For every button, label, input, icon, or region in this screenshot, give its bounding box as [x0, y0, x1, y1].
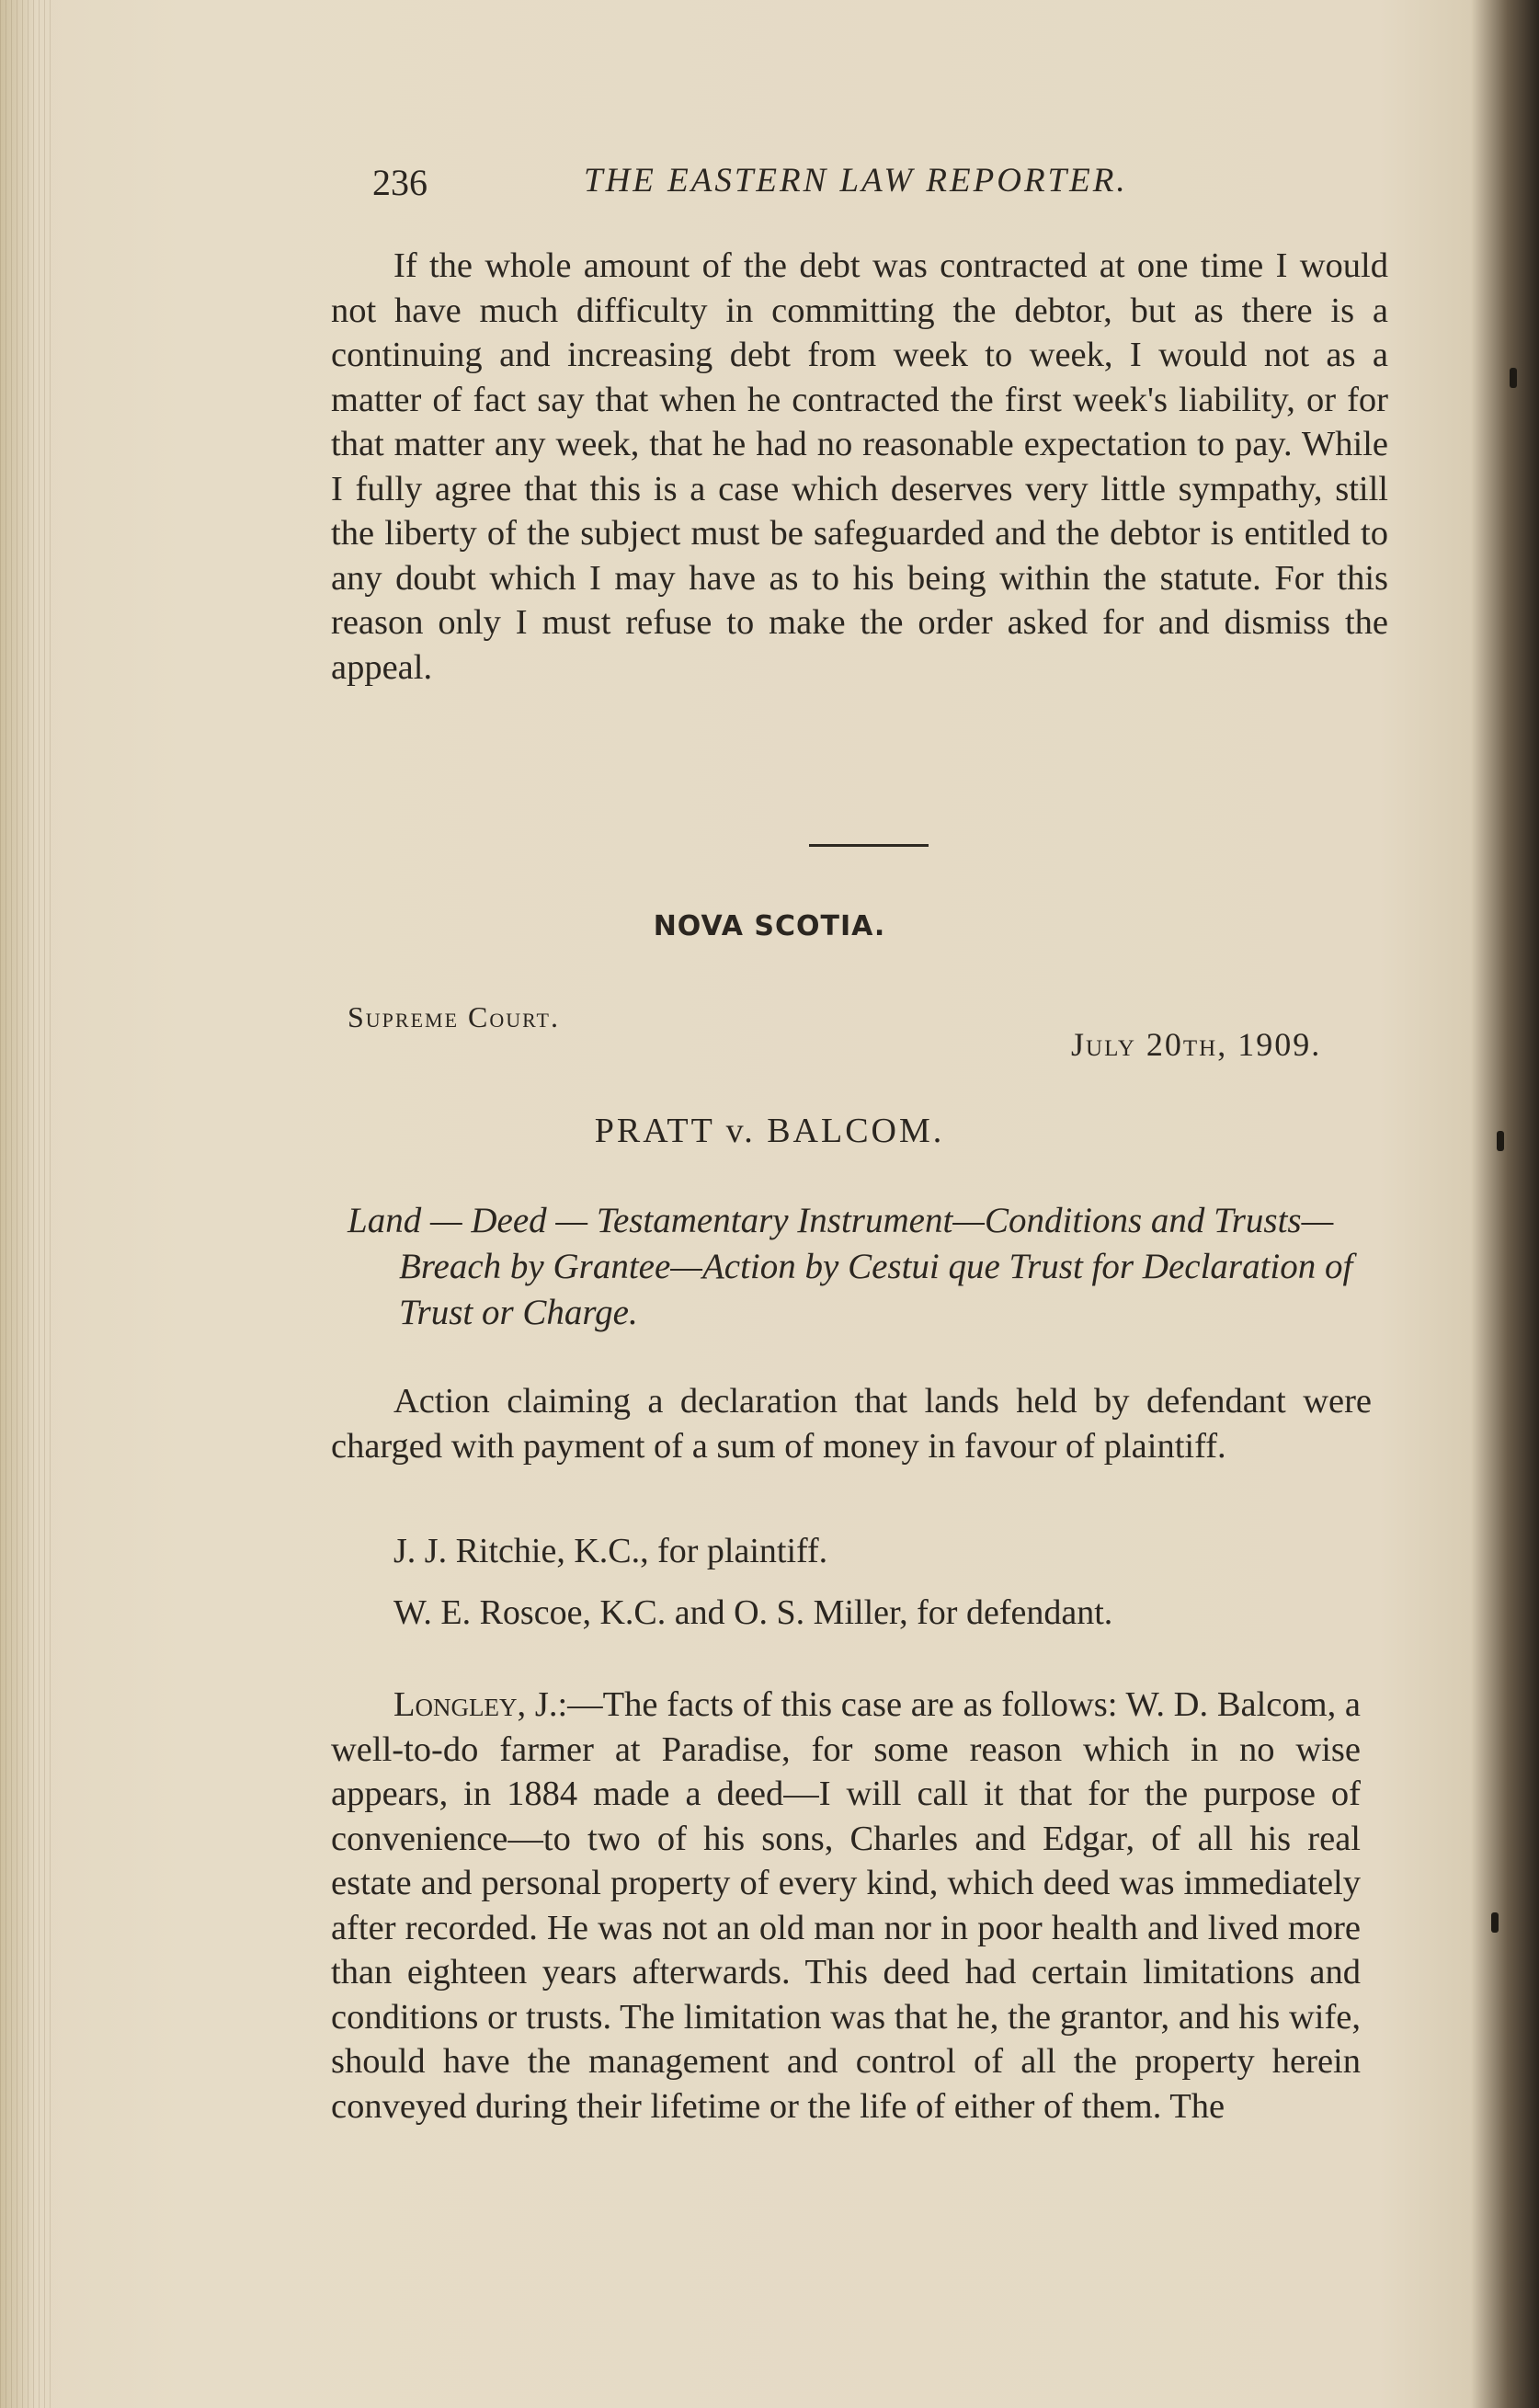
binding-mark — [1497, 1131, 1504, 1151]
opening-paragraph-block — [331, 244, 1388, 690]
jurisdiction-heading: NOVA SCOTIA. — [653, 910, 886, 942]
judgment-block — [331, 1683, 1361, 2128]
case-summary: Action claiming a declaration that lands held by defendant were charged with payment of a sum of money in favour of plaintiff. — [331, 1382, 1372, 1466]
page-number: 236 — [372, 162, 428, 203]
case-summary-block — [331, 1379, 1372, 1468]
page-gutter — [0, 0, 55, 2408]
binding-mark — [1491, 1912, 1499, 1933]
opening-paragraph: If the whole amount of the debt was contracted at one time I would not have much difficulty in committing the debtor, but as there is a continuing and increasing debt from week to week, I would not as a matter of fact say that when he contracted the first week's liability, or for that matter any week, that he had no reasonable expectation to pay. While I fully agree that this is a case which deserves very little sympathy, still the liberty of the subject must be safeguarded and the debtor is entitled to any doubt which I may have as to his being within the statute. For this reason only I must refuse to make the order asked for and dismiss the appeal. — [331, 246, 1388, 687]
judgment-text: :—The facts of this case are as follows: W. D. Balcom, a well-to-do farmer at Paradise, for some reason which in no wise appears, in 1884 made a deed—I will call it that for the purpose of convenience—to two of his sons, Charles and Edgar, of all his real estate and personal property of every kind, which deed was immediately after recorded. He was not an old man nor in poor health and lived more than eighteen years afterwards. This deed had certain limitations and conditions or trusts. The limitation was that he, the grantor, and his wife, should have the management and control of all the property herein conveyed during their lifetime or the life of either of them. The — [331, 1685, 1362, 2126]
judgment-paragraph — [331, 1683, 1361, 2128]
running-head: THE EASTERN LAW REPORTER. — [584, 162, 1128, 200]
decision-date: July 20th, 1909. — [1071, 1026, 1322, 1063]
headnote: Land — Deed — Testamentary Instrument—Conditions and Trusts—Breach by Grantee—Action by Cestui que Trust for Declaration of Trust or Charge. — [348, 1201, 1353, 1332]
counsel-plaintiff: J. J. Ritchie, K.C., for plaintiff. — [393, 1532, 828, 1570]
case-title: PRATT v. BALCOM. — [594, 1112, 945, 1150]
court-name: Supreme Court. — [348, 1000, 560, 1033]
counsel-defendant: W. E. Roscoe, K.C. and O. S. Miller, for defendant. — [393, 1593, 1113, 1632]
page-header — [372, 161, 1200, 216]
binding-mark — [1510, 368, 1517, 388]
section-divider — [809, 844, 929, 847]
judge-name: Longley, J. — [393, 1685, 558, 1724]
